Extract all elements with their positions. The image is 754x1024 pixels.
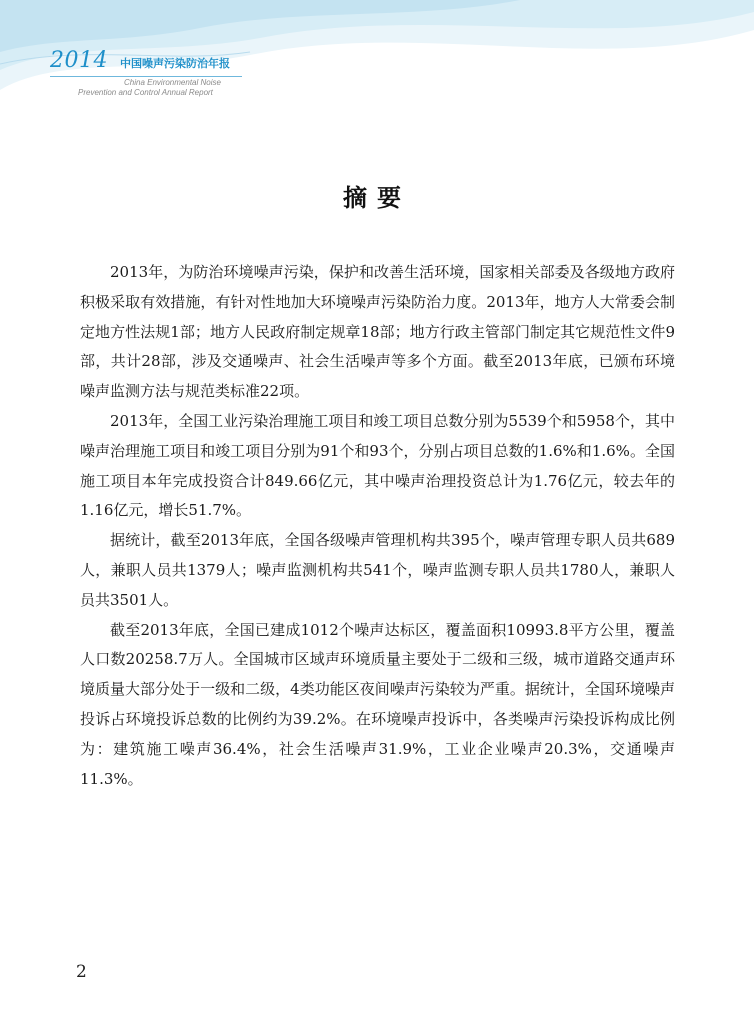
page-number: 2 xyxy=(76,962,87,982)
header-rule xyxy=(50,76,242,77)
header-title: 中国噪声污染防治年报 xyxy=(120,57,230,70)
paragraph-1: 2013年，为防治环境噪声污染，保护和改善生活环境，国家相关部委及各级地方政府积极采取有效措施，有针对性地加大环境噪声污染防治力度。2013年，地方人大常委会制定地方性法规1部；地方人民政府制定规章18部；地方行政主管部门制定其它规范性文件9部，共计28部，涉及交通噪声、社会生活噪声等多个方面。截至2013年底，已颁布环境噪声监测方法与规范类标准22项。 xyxy=(80,263,675,401)
paragraph-2: 2013年，全国工业污染治理施工项目和竣工项目总数分别为5539个和5958个，其中噪声治理施工项目和竣工项目分别为91个和93个，分别占项目总数的1.6%和1.6%。全国施工项目本年完成投资合计849.66亿元，其中噪声治理投资总计为1.76亿元，较去年的1.16亿元，增长51.7%。 xyxy=(80,411,675,520)
running-header xyxy=(50,42,310,102)
header-year: 2014 xyxy=(50,48,108,73)
paragraph-4: 截至2013年底，全国已建成1012个噪声达标区，覆盖面积10993.8平方公里，覆盖人口数20258.7万人。全国城市区域声环境质量主要处于二级和三级，城市道路交通声环境质量大部分处于一级和二级，4类功能区夜间噪声污染较为严重。据统计，全国环境噪声投诉占环境投诉总数的比例约为39.2%。在环境噪声投诉中，各类噪声污染投诉构成比例为：建筑施工噪声36.4%，社会生活噪声31.9%，工业企业噪声20.3%，交通噪声11.3%。 xyxy=(80,620,675,788)
paragraph-3: 据统计，截至2013年底，全国各级噪声管理机构共395个，噪声管理专职人员共689人，兼职人员共1379人；噪声监测机构共541个，噪声监测专职人员共1780人，兼职人员共3501人。 xyxy=(80,531,675,609)
header-english-line2: Prevention and Control Annual Report xyxy=(78,88,213,97)
header-english-line1: China Environmental Noise xyxy=(124,78,221,87)
abstract-body xyxy=(80,258,675,794)
document-title: 摘要 xyxy=(343,184,411,212)
